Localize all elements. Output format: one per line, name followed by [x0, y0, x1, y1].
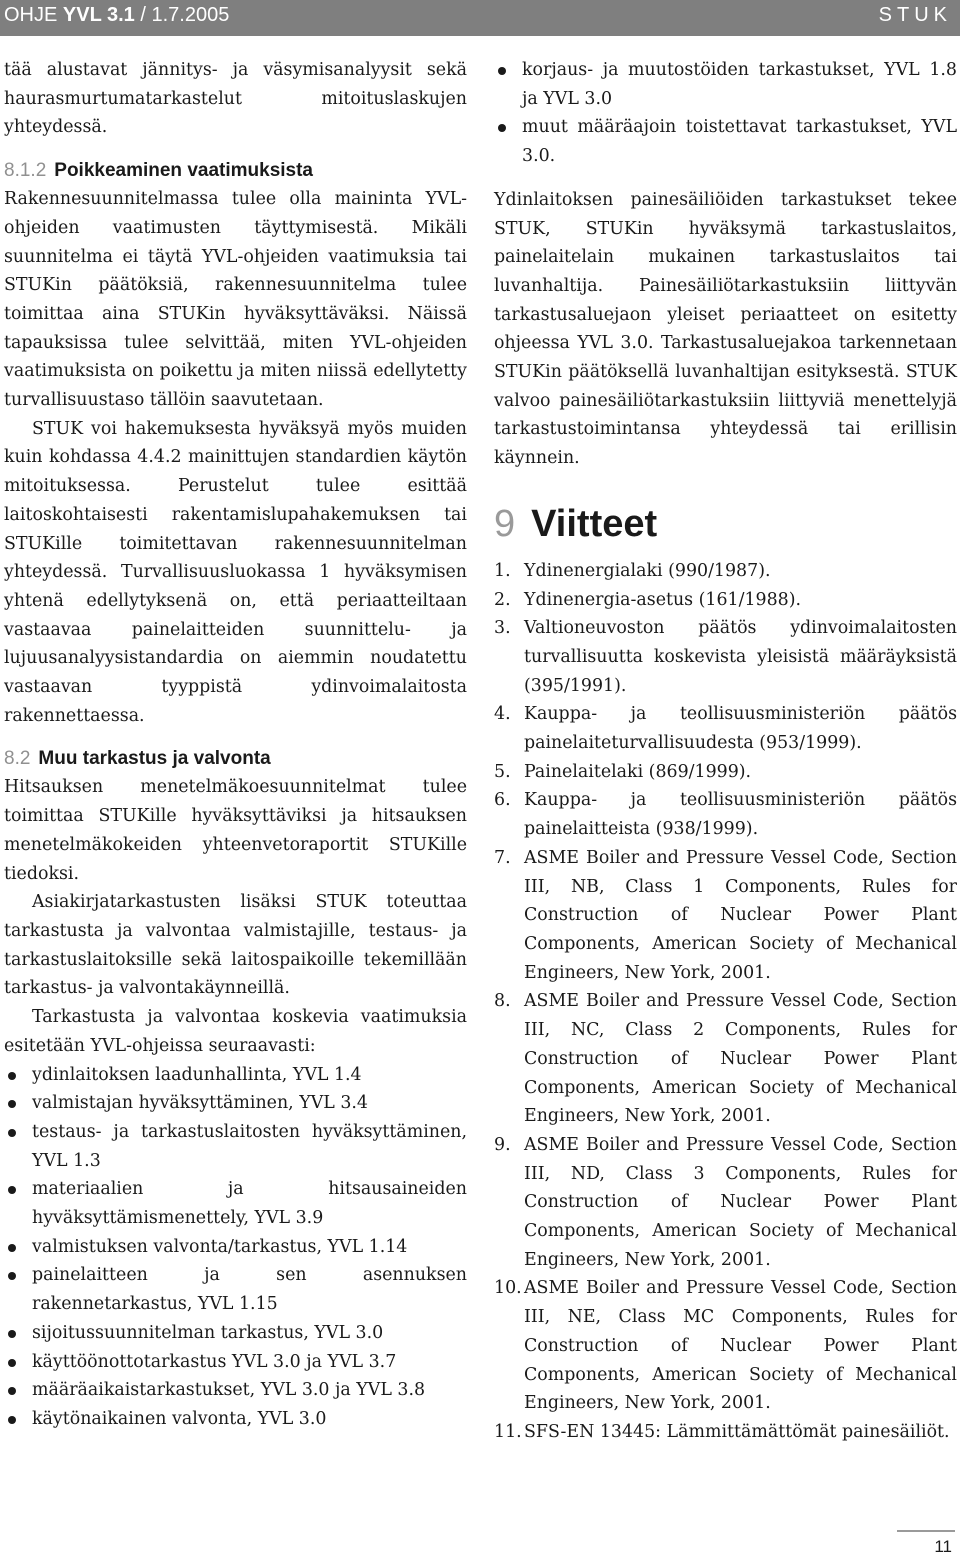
document-id: [4, 4, 229, 27]
section-9-heading: [494, 501, 957, 547]
reference-text: Ydinenergialaki (990/1987).: [524, 560, 771, 581]
reference-item: [494, 844, 957, 988]
section-number: 8.2: [4, 748, 31, 770]
reference-number: 1.: [494, 560, 511, 581]
right-column: [494, 56, 957, 1447]
reference-text: SFS-EN 13445: Lämmittämättömät painesäiliöt.: [524, 1421, 950, 1442]
reference-text: ASME Boiler and Pressure Vessel Code, Section III, ND, Class 3 Components, Rules for Construction of Nuclear Power Plant Components, American Society of Mechanical Engineers, New York, 2001.: [524, 1134, 957, 1270]
reference-number: 2.: [494, 589, 511, 610]
page-number: 11: [934, 1537, 952, 1556]
section-title: Viitteet: [531, 502, 658, 545]
reference-item: [494, 758, 957, 787]
footer-rule: [897, 1530, 955, 1532]
reference-item: [494, 987, 957, 1131]
reference-text: ASME Boiler and Pressure Vessel Code, Section III, NE, Class MC Components, Rules for Construction of Nuclear Power Plant Components, American Society of Mechanical Engineers, New York, 2001.: [524, 1278, 957, 1414]
reference-item: [494, 1418, 957, 1447]
list-item: käyttöönottotarkastus YVL 3.0 ja YVL 3.7: [4, 1348, 467, 1377]
requirements-list: [4, 1061, 467, 1434]
reference-text: ASME Boiler and Pressure Vessel Code, Section III, NB, Class 1 Components, Rules for Construction of Nuclear Power Plant Components, American Society of Mechanical Engineers, New York, 2001.: [524, 847, 957, 983]
section-number: 9: [494, 502, 516, 545]
reference-number: 4.: [494, 704, 511, 725]
section-number: 8.1.2: [4, 160, 47, 182]
list-item: sijoitussuunnitelman tarkastus, YVL 3.0: [4, 1319, 467, 1348]
reference-number: 3.: [494, 618, 511, 639]
paragraph: Hitsauksen menetelmäkoesuunnitelmat tulee toimittaa STUKille hyväksyttäviksi ja hitsauksen menetelmäkokeiden yhteenvetoraportit STUKille tiedoksi.: [4, 777, 467, 884]
doc-prefix: OHJE: [4, 4, 63, 26]
paragraph: Asiakirjatarkastusten lisäksi STUK toteuttaa tarkastusta ja valvontaa valmistajille, testaus- ja tarkastuslaitoksille sekä laitospaikoille tekemillään tarkastus- ja valvontakäynneillä.: [4, 892, 467, 999]
reference-number: 9.: [494, 1134, 511, 1155]
reference-item: [494, 557, 957, 586]
list-item: ydinlaitoksen laadunhallinta, YVL 1.4: [4, 1061, 467, 1090]
reference-item: [494, 586, 957, 615]
reference-item: [494, 786, 957, 843]
inspection-list: [494, 56, 957, 171]
reference-item: [494, 1274, 957, 1418]
list-item: valmistajan hyväksyttäminen, YVL 3.4: [4, 1089, 467, 1118]
list-item: muut määräajoin toistettavat tarkastukset, YVL 3.0.: [494, 113, 957, 170]
list-item: määräaikaistarkastukset, YVL 3.0 ja YVL 3.8: [4, 1376, 467, 1405]
list-item: käytönaikainen valvonta, YVL 3.0: [4, 1405, 467, 1434]
list-item: valmistuksen valvonta/tarkastus, YVL 1.14: [4, 1233, 467, 1262]
reference-number: 6.: [494, 790, 511, 811]
reference-item: [494, 614, 957, 700]
paragraph: Tarkastusta ja valvontaa koskevia vaatimuksia esitetään YVL-ohjeissa seuraavasti:: [4, 1007, 467, 1056]
section-title: Poikkeaminen vaatimuksista: [54, 160, 314, 182]
paragraph: STUK voi hakemuksesta hyväksyä myös muiden kuin kohdassa 4.4.2 mainittujen standardien käytön mitoituksessa. Perustelut tulee esittää laitoskohtaisesti rakentamislupahakemuksen tai STUKille toimitettavan rakennesuunnitelman yhteydessä. Turvallisuusluokassa 1 hyväksymisen yhtenä edellytyksenä on, että periaatteiltaan vastaavaa painelaitteiden suunnittelu- ja lujuusanalyysistandardia on aiemmin noudatettu vastaavan tyyppistä ydinvoimalaitosta rakennettaessa.: [4, 418, 467, 726]
references-list: [494, 557, 957, 1447]
reference-number: 5.: [494, 761, 511, 782]
section-8-1-2-heading: [4, 157, 467, 185]
reference-number: 8.: [494, 991, 511, 1012]
section-title: Muu tarkastus ja valvonta: [38, 748, 271, 770]
reference-item: [494, 700, 957, 757]
page-header: [0, 0, 960, 36]
doc-code: YVL 3.1: [62, 4, 135, 26]
paragraph: Rakennesuunnitelmassa tulee olla maininta YVL-ohjeiden vaatimusten täyttymisestä. Mikäli suunnitelma ei täytä YVL-ohjeiden vaatimuksia tai STUKin päätöksiä, rakennesuunnitelma tulee toimittaa aina STUKin hyväksyttäväksi. Näissä tapauksissa tulee selvittää, miten YVL-ohjeiden vaatimuksista on poikettu ja miten niissä edellytetty turvallisuustaso tällöin saavutetaan.: [4, 189, 467, 411]
org-name: STUK: [878, 4, 952, 26]
reference-text: Kauppa- ja teollisuusministeriön päätös painelaiteturvallisuudesta (953/1999).: [524, 704, 957, 754]
list-item: painelaitteen ja sen asennuksen rakennetarkastus, YVL 1.15: [4, 1261, 467, 1318]
reference-item: [494, 1131, 957, 1275]
reference-text: Painelaitelaki (869/1999).: [524, 761, 752, 782]
paragraph: Ydinlaitoksen painesäiliöiden tarkastukset tekee STUK, STUKin hyväksymä tarkastuslaitos, painelaitelain mukainen tarkastuslaitos tai luvanhaltija. Painesäiliötarkastuksiin liittyvän tarkastusaluejaon yleiset periaatteet on esitetty ohjeessa YVL 3.0. Tarkastusaluejakoa tarkennetaan STUKin päätöksellä luvanhaltijan esityksestä. STUK valvoo painesäiliötarkastuksiin liittyviä menettelyjä tarkastustoimintansa yhteydessä tai erillisin käynnein.: [494, 189, 957, 469]
list-item: korjaus- ja muutostöiden tarkastukset, YVL 1.8 ja YVL 3.0: [494, 56, 957, 113]
reference-text: Kauppa- ja teollisuusministeriön päätös painelaitteista (938/1999).: [524, 790, 957, 840]
reference-text: ASME Boiler and Pressure Vessel Code, Section III, NC, Class 2 Components, Rules for Construction of Nuclear Power Plant Components, American Society of Mechanical Engineers, New York, 2001.: [524, 991, 957, 1127]
section-8-2-heading: [4, 745, 467, 773]
left-column: [4, 56, 467, 1434]
list-item: materiaalien ja hitsausaineiden hyväksyttämismenettely, YVL 3.9: [4, 1175, 467, 1232]
reference-number: 7.: [494, 847, 511, 868]
list-item: testaus- ja tarkastuslaitosten hyväksyttäminen, YVL 1.3: [4, 1118, 467, 1175]
reference-text: Ydinenergia-asetus (161/1988).: [524, 589, 802, 610]
reference-number: 10.: [494, 1278, 522, 1299]
intro-paragraph: tää alustavat jännitys- ja väsymisanalyysit sekä haurasmurtumatarkastelut mitoituslaskujen yhteydessä.: [4, 60, 467, 138]
reference-number: 11.: [494, 1421, 522, 1442]
reference-text: Valtioneuvoston päätös ydinvoimalaitosten turvallisuutta koskevista yleisistä määräyksistä (395/1991).: [524, 618, 957, 696]
doc-date: / 1.7.2005: [134, 4, 230, 26]
